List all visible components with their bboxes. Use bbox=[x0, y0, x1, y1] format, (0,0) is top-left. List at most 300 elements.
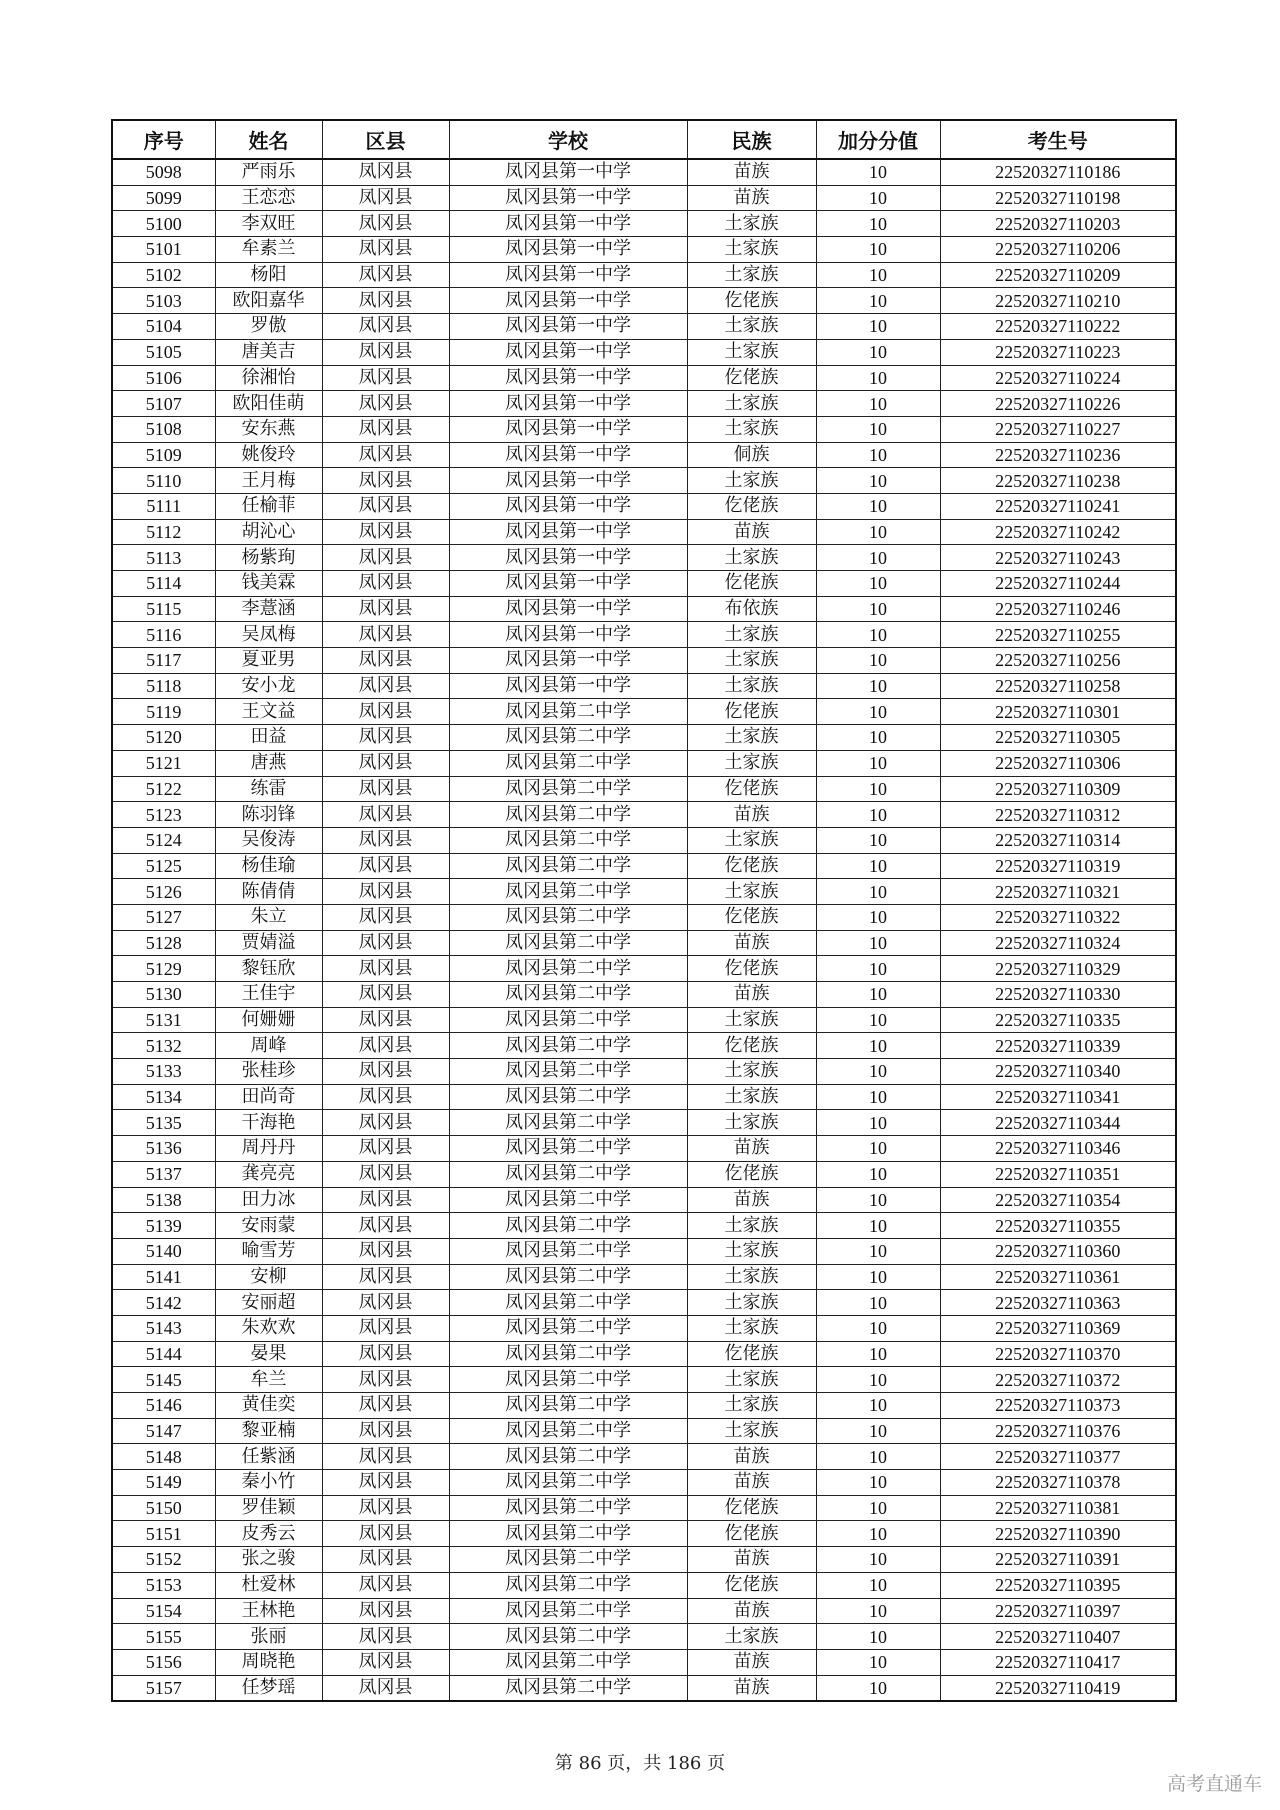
name-cell: 周峰 bbox=[215, 1033, 322, 1059]
exam-id-cell: 22520327110391 bbox=[940, 1547, 1176, 1573]
school-cell: 凤冈县第一中学 bbox=[449, 185, 687, 211]
exam-id-cell: 22520327110236 bbox=[940, 442, 1176, 468]
school-cell: 凤冈县第二中学 bbox=[449, 1290, 687, 1316]
county-cell: 凤冈县 bbox=[322, 159, 449, 185]
points-cell: 10 bbox=[816, 1264, 940, 1290]
name-cell: 田尚奇 bbox=[215, 1084, 322, 1110]
seq-cell: 5104 bbox=[112, 314, 215, 340]
school-cell: 凤冈县第一中学 bbox=[449, 391, 687, 417]
school-cell: 凤冈县第二中学 bbox=[449, 1393, 687, 1419]
county-cell: 凤冈县 bbox=[322, 1264, 449, 1290]
exam-id-cell: 22520327110369 bbox=[940, 1315, 1176, 1341]
points-cell: 10 bbox=[816, 1187, 940, 1213]
header-name: 姓名 bbox=[215, 120, 322, 159]
seq-cell: 5108 bbox=[112, 416, 215, 442]
school-cell: 凤冈县第二中学 bbox=[449, 1495, 687, 1521]
seq-cell: 5125 bbox=[112, 853, 215, 879]
header-school: 学校 bbox=[449, 120, 687, 159]
county-cell: 凤冈县 bbox=[322, 648, 449, 674]
county-cell: 凤冈县 bbox=[322, 622, 449, 648]
name-cell: 罗傲 bbox=[215, 314, 322, 340]
county-cell: 凤冈县 bbox=[322, 1161, 449, 1187]
ethnicity-cell: 土家族 bbox=[687, 416, 816, 442]
seq-cell: 5124 bbox=[112, 827, 215, 853]
seq-cell: 5100 bbox=[112, 211, 215, 237]
table-body bbox=[112, 159, 1176, 1701]
county-cell: 凤冈县 bbox=[322, 211, 449, 237]
table-row bbox=[112, 493, 1176, 519]
seq-cell: 5106 bbox=[112, 365, 215, 391]
table-row bbox=[112, 468, 1176, 494]
school-cell: 凤冈县第二中学 bbox=[449, 1084, 687, 1110]
exam-id-cell: 22520327110390 bbox=[940, 1521, 1176, 1547]
name-cell: 晏果 bbox=[215, 1341, 322, 1367]
points-cell: 10 bbox=[816, 545, 940, 571]
school-cell: 凤冈县第二中学 bbox=[449, 1187, 687, 1213]
table-row bbox=[112, 1393, 1176, 1419]
school-cell: 凤冈县第二中学 bbox=[449, 1470, 687, 1496]
points-cell: 10 bbox=[816, 982, 940, 1008]
ethnicity-cell: 土家族 bbox=[687, 750, 816, 776]
school-cell: 凤冈县第二中学 bbox=[449, 956, 687, 982]
exam-id-cell: 22520327110301 bbox=[940, 699, 1176, 725]
county-cell: 凤冈县 bbox=[322, 1290, 449, 1316]
exam-id-cell: 22520327110209 bbox=[940, 262, 1176, 288]
school-cell: 凤冈县第一中学 bbox=[449, 365, 687, 391]
school-cell: 凤冈县第二中学 bbox=[449, 904, 687, 930]
points-cell: 10 bbox=[816, 1136, 940, 1162]
name-cell: 任榆菲 bbox=[215, 493, 322, 519]
name-cell: 任紫涵 bbox=[215, 1444, 322, 1470]
name-cell: 李薏涵 bbox=[215, 596, 322, 622]
seq-cell: 5109 bbox=[112, 442, 215, 468]
table-row bbox=[112, 571, 1176, 597]
seq-cell: 5114 bbox=[112, 571, 215, 597]
table-row bbox=[112, 725, 1176, 751]
county-cell: 凤冈县 bbox=[322, 468, 449, 494]
points-cell: 10 bbox=[816, 725, 940, 751]
seq-cell: 5116 bbox=[112, 622, 215, 648]
table-row bbox=[112, 1161, 1176, 1187]
seq-cell: 5153 bbox=[112, 1572, 215, 1598]
table-row bbox=[112, 904, 1176, 930]
exam-id-cell: 22520327110246 bbox=[940, 596, 1176, 622]
ethnicity-cell: 土家族 bbox=[687, 725, 816, 751]
table-row bbox=[112, 1495, 1176, 1521]
county-cell: 凤冈县 bbox=[322, 1033, 449, 1059]
points-cell: 10 bbox=[816, 622, 940, 648]
school-cell: 凤冈县第一中学 bbox=[449, 673, 687, 699]
school-cell: 凤冈县第二中学 bbox=[449, 1315, 687, 1341]
seq-cell: 5107 bbox=[112, 391, 215, 417]
seq-cell: 5112 bbox=[112, 519, 215, 545]
table-row bbox=[112, 365, 1176, 391]
points-cell: 10 bbox=[816, 365, 940, 391]
name-cell: 胡沁心 bbox=[215, 519, 322, 545]
exam-id-cell: 22520327110312 bbox=[940, 802, 1176, 828]
county-cell: 凤冈县 bbox=[322, 1675, 449, 1701]
exam-id-cell: 22520327110226 bbox=[940, 391, 1176, 417]
exam-id-cell: 22520327110186 bbox=[940, 159, 1176, 185]
county-cell: 凤冈县 bbox=[322, 571, 449, 597]
ethnicity-cell: 土家族 bbox=[687, 1315, 816, 1341]
ethnicity-cell: 土家族 bbox=[687, 211, 816, 237]
table-row bbox=[112, 1187, 1176, 1213]
points-cell: 10 bbox=[816, 1341, 940, 1367]
table-row bbox=[112, 391, 1176, 417]
county-cell: 凤冈县 bbox=[322, 776, 449, 802]
points-cell: 10 bbox=[816, 288, 940, 314]
county-cell: 凤冈县 bbox=[322, 1136, 449, 1162]
exam-id-cell: 22520327110222 bbox=[940, 314, 1176, 340]
table-row bbox=[112, 1649, 1176, 1675]
name-cell: 严雨乐 bbox=[215, 159, 322, 185]
county-cell: 凤冈县 bbox=[322, 1110, 449, 1136]
name-cell: 朱欢欢 bbox=[215, 1315, 322, 1341]
exam-id-cell: 22520327110355 bbox=[940, 1213, 1176, 1239]
table-row bbox=[112, 622, 1176, 648]
name-cell: 杨紫珣 bbox=[215, 545, 322, 571]
ethnicity-cell: 土家族 bbox=[687, 827, 816, 853]
seq-cell: 5102 bbox=[112, 262, 215, 288]
table-row bbox=[112, 1136, 1176, 1162]
ethnicity-cell: 仡佬族 bbox=[687, 1033, 816, 1059]
county-cell: 凤冈县 bbox=[322, 930, 449, 956]
school-cell: 凤冈县第二中学 bbox=[449, 699, 687, 725]
ethnicity-cell: 土家族 bbox=[687, 468, 816, 494]
name-cell: 吴凤梅 bbox=[215, 622, 322, 648]
ethnicity-cell: 土家族 bbox=[687, 1084, 816, 1110]
ethnicity-cell: 仡佬族 bbox=[687, 571, 816, 597]
ethnicity-cell: 苗族 bbox=[687, 802, 816, 828]
county-cell: 凤冈县 bbox=[322, 1470, 449, 1496]
school-cell: 凤冈县第二中学 bbox=[449, 750, 687, 776]
exam-id-cell: 22520327110372 bbox=[940, 1367, 1176, 1393]
name-cell: 欧阳佳萌 bbox=[215, 391, 322, 417]
school-cell: 凤冈县第一中学 bbox=[449, 571, 687, 597]
table-row bbox=[112, 982, 1176, 1008]
name-cell: 牟兰 bbox=[215, 1367, 322, 1393]
county-cell: 凤冈县 bbox=[322, 493, 449, 519]
ethnicity-cell: 土家族 bbox=[687, 391, 816, 417]
ethnicity-cell: 苗族 bbox=[687, 519, 816, 545]
points-cell: 10 bbox=[816, 314, 940, 340]
table-row bbox=[112, 237, 1176, 263]
points-cell: 10 bbox=[816, 1547, 940, 1573]
school-cell: 凤冈县第二中学 bbox=[449, 1547, 687, 1573]
points-cell: 10 bbox=[816, 1213, 940, 1239]
ethnicity-cell: 土家族 bbox=[687, 545, 816, 571]
seq-cell: 5155 bbox=[112, 1624, 215, 1650]
school-cell: 凤冈县第二中学 bbox=[449, 930, 687, 956]
name-cell: 陈羽锋 bbox=[215, 802, 322, 828]
name-cell: 黎亚楠 bbox=[215, 1418, 322, 1444]
seq-cell: 5140 bbox=[112, 1238, 215, 1264]
school-cell: 凤冈县第二中学 bbox=[449, 1213, 687, 1239]
name-cell: 练雷 bbox=[215, 776, 322, 802]
ethnicity-cell: 土家族 bbox=[687, 1007, 816, 1033]
school-cell: 凤冈县第二中学 bbox=[449, 1136, 687, 1162]
seq-cell: 5156 bbox=[112, 1649, 215, 1675]
points-cell: 10 bbox=[816, 802, 940, 828]
county-cell: 凤冈县 bbox=[322, 262, 449, 288]
exam-id-cell: 22520327110397 bbox=[940, 1598, 1176, 1624]
exam-id-cell: 22520327110330 bbox=[940, 982, 1176, 1008]
ethnicity-cell: 苗族 bbox=[687, 1470, 816, 1496]
county-cell: 凤冈县 bbox=[322, 1187, 449, 1213]
school-cell: 凤冈县第一中学 bbox=[449, 545, 687, 571]
school-cell: 凤冈县第二中学 bbox=[449, 853, 687, 879]
seq-cell: 5113 bbox=[112, 545, 215, 571]
exam-id-cell: 22520327110306 bbox=[940, 750, 1176, 776]
county-cell: 凤冈县 bbox=[322, 288, 449, 314]
ethnicity-cell: 土家族 bbox=[687, 1238, 816, 1264]
school-cell: 凤冈县第二中学 bbox=[449, 1341, 687, 1367]
county-cell: 凤冈县 bbox=[322, 1393, 449, 1419]
seq-cell: 5098 bbox=[112, 159, 215, 185]
seq-cell: 5134 bbox=[112, 1084, 215, 1110]
county-cell: 凤冈县 bbox=[322, 673, 449, 699]
exam-id-cell: 22520327110256 bbox=[940, 648, 1176, 674]
points-cell: 10 bbox=[816, 1315, 940, 1341]
points-cell: 10 bbox=[816, 1238, 940, 1264]
ethnicity-cell: 苗族 bbox=[687, 930, 816, 956]
table-row bbox=[112, 1521, 1176, 1547]
name-cell: 朱立 bbox=[215, 904, 322, 930]
seq-cell: 5135 bbox=[112, 1110, 215, 1136]
points-cell: 10 bbox=[816, 185, 940, 211]
table-row bbox=[112, 1470, 1176, 1496]
name-cell: 牟素兰 bbox=[215, 237, 322, 263]
points-cell: 10 bbox=[816, 237, 940, 263]
ethnicity-cell: 苗族 bbox=[687, 1444, 816, 1470]
name-cell: 周晓艳 bbox=[215, 1649, 322, 1675]
seq-cell: 5115 bbox=[112, 596, 215, 622]
exam-id-cell: 22520327110324 bbox=[940, 930, 1176, 956]
ethnicity-cell: 仡佬族 bbox=[687, 904, 816, 930]
seq-cell: 5150 bbox=[112, 1495, 215, 1521]
name-cell: 安东燕 bbox=[215, 416, 322, 442]
ethnicity-cell: 土家族 bbox=[687, 1393, 816, 1419]
seq-cell: 5118 bbox=[112, 673, 215, 699]
county-cell: 凤冈县 bbox=[322, 339, 449, 365]
name-cell: 黎钰欣 bbox=[215, 956, 322, 982]
county-cell: 凤冈县 bbox=[322, 545, 449, 571]
name-cell: 喻雪芳 bbox=[215, 1238, 322, 1264]
exam-id-cell: 22520327110395 bbox=[940, 1572, 1176, 1598]
exam-id-cell: 22520327110243 bbox=[940, 545, 1176, 571]
ethnicity-cell: 土家族 bbox=[687, 1059, 816, 1085]
table-row bbox=[112, 930, 1176, 956]
school-cell: 凤冈县第一中学 bbox=[449, 648, 687, 674]
seq-cell: 5103 bbox=[112, 288, 215, 314]
county-cell: 凤冈县 bbox=[322, 1341, 449, 1367]
school-cell: 凤冈县第二中学 bbox=[449, 1033, 687, 1059]
name-cell: 姚俊玲 bbox=[215, 442, 322, 468]
exam-id-cell: 22520327110227 bbox=[940, 416, 1176, 442]
name-cell: 任梦瑶 bbox=[215, 1675, 322, 1701]
table-row bbox=[112, 314, 1176, 340]
name-cell: 杨阳 bbox=[215, 262, 322, 288]
points-cell: 10 bbox=[816, 1444, 940, 1470]
school-cell: 凤冈县第二中学 bbox=[449, 1521, 687, 1547]
points-cell: 10 bbox=[816, 1084, 940, 1110]
school-cell: 凤冈县第二中学 bbox=[449, 1007, 687, 1033]
table-row bbox=[112, 159, 1176, 185]
name-cell: 吴俊涛 bbox=[215, 827, 322, 853]
seq-cell: 5110 bbox=[112, 468, 215, 494]
points-cell: 10 bbox=[816, 1572, 940, 1598]
points-cell: 10 bbox=[816, 1367, 940, 1393]
name-cell: 龚亮亮 bbox=[215, 1161, 322, 1187]
county-cell: 凤冈县 bbox=[322, 314, 449, 340]
points-cell: 10 bbox=[816, 211, 940, 237]
county-cell: 凤冈县 bbox=[322, 416, 449, 442]
seq-cell: 5154 bbox=[112, 1598, 215, 1624]
points-cell: 10 bbox=[816, 1033, 940, 1059]
school-cell: 凤冈县第二中学 bbox=[449, 1572, 687, 1598]
name-cell: 安柳 bbox=[215, 1264, 322, 1290]
table-row bbox=[112, 1110, 1176, 1136]
exam-id-cell: 22520327110381 bbox=[940, 1495, 1176, 1521]
name-cell: 周丹丹 bbox=[215, 1136, 322, 1162]
table-row bbox=[112, 1341, 1176, 1367]
points-cell: 10 bbox=[816, 1393, 940, 1419]
school-cell: 凤冈县第一中学 bbox=[449, 493, 687, 519]
seq-cell: 5130 bbox=[112, 982, 215, 1008]
ethnicity-cell: 土家族 bbox=[687, 339, 816, 365]
table-row bbox=[112, 853, 1176, 879]
name-cell: 欧阳嘉华 bbox=[215, 288, 322, 314]
table-row bbox=[112, 262, 1176, 288]
name-cell: 唐燕 bbox=[215, 750, 322, 776]
school-cell: 凤冈县第一中学 bbox=[449, 339, 687, 365]
points-cell: 10 bbox=[816, 519, 940, 545]
name-cell: 陈倩倩 bbox=[215, 879, 322, 905]
county-cell: 凤冈县 bbox=[322, 596, 449, 622]
ethnicity-cell: 苗族 bbox=[687, 1675, 816, 1701]
table-row bbox=[112, 1444, 1176, 1470]
school-cell: 凤冈县第二中学 bbox=[449, 802, 687, 828]
exam-id-cell: 22520327110373 bbox=[940, 1393, 1176, 1419]
seq-cell: 5121 bbox=[112, 750, 215, 776]
ethnicity-cell: 仡佬族 bbox=[687, 493, 816, 519]
ethnicity-cell: 苗族 bbox=[687, 1598, 816, 1624]
exam-id-cell: 22520327110305 bbox=[940, 725, 1176, 751]
seq-cell: 5146 bbox=[112, 1393, 215, 1419]
county-cell: 凤冈县 bbox=[322, 1495, 449, 1521]
seq-cell: 5151 bbox=[112, 1521, 215, 1547]
ethnicity-cell: 土家族 bbox=[687, 648, 816, 674]
school-cell: 凤冈县第二中学 bbox=[449, 1110, 687, 1136]
exam-id-cell: 22520327110344 bbox=[940, 1110, 1176, 1136]
name-cell: 干海艳 bbox=[215, 1110, 322, 1136]
seq-cell: 5128 bbox=[112, 930, 215, 956]
points-cell: 10 bbox=[816, 442, 940, 468]
school-cell: 凤冈县第一中学 bbox=[449, 211, 687, 237]
table-row bbox=[112, 1059, 1176, 1085]
header-bonus-points: 加分分值 bbox=[816, 120, 940, 159]
exam-id-cell: 22520327110339 bbox=[940, 1033, 1176, 1059]
ethnicity-cell: 苗族 bbox=[687, 1547, 816, 1573]
header-county: 区县 bbox=[322, 120, 449, 159]
points-cell: 10 bbox=[816, 339, 940, 365]
exam-id-cell: 22520327110335 bbox=[940, 1007, 1176, 1033]
table-row bbox=[112, 776, 1176, 802]
school-cell: 凤冈县第二中学 bbox=[449, 879, 687, 905]
name-cell: 安雨蒙 bbox=[215, 1213, 322, 1239]
table-row bbox=[112, 1033, 1176, 1059]
table-row bbox=[112, 648, 1176, 674]
seq-cell: 5122 bbox=[112, 776, 215, 802]
ethnicity-cell: 土家族 bbox=[687, 879, 816, 905]
exam-id-cell: 22520327110407 bbox=[940, 1624, 1176, 1650]
county-cell: 凤冈县 bbox=[322, 1521, 449, 1547]
table-row bbox=[112, 1367, 1176, 1393]
exam-id-cell: 22520327110244 bbox=[940, 571, 1176, 597]
school-cell: 凤冈县第二中学 bbox=[449, 776, 687, 802]
exam-id-cell: 22520327110314 bbox=[940, 827, 1176, 853]
exam-id-cell: 22520327110363 bbox=[940, 1290, 1176, 1316]
name-cell: 王佳宇 bbox=[215, 982, 322, 1008]
seq-cell: 5147 bbox=[112, 1418, 215, 1444]
seq-cell: 5127 bbox=[112, 904, 215, 930]
county-cell: 凤冈县 bbox=[322, 1238, 449, 1264]
county-cell: 凤冈县 bbox=[322, 1418, 449, 1444]
points-cell: 10 bbox=[816, 750, 940, 776]
table-row bbox=[112, 1007, 1176, 1033]
school-cell: 凤冈县第二中学 bbox=[449, 1444, 687, 1470]
school-cell: 凤冈县第一中学 bbox=[449, 288, 687, 314]
exam-id-cell: 22520327110340 bbox=[940, 1059, 1176, 1085]
county-cell: 凤冈县 bbox=[322, 1059, 449, 1085]
exam-id-cell: 22520327110360 bbox=[940, 1238, 1176, 1264]
seq-cell: 5099 bbox=[112, 185, 215, 211]
ethnicity-cell: 仡佬族 bbox=[687, 776, 816, 802]
ethnicity-cell: 仡佬族 bbox=[687, 853, 816, 879]
points-cell: 10 bbox=[816, 1161, 940, 1187]
table-row bbox=[112, 827, 1176, 853]
ethnicity-cell: 土家族 bbox=[687, 1213, 816, 1239]
ethnicity-cell: 土家族 bbox=[687, 314, 816, 340]
name-cell: 杨佳瑜 bbox=[215, 853, 322, 879]
ethnicity-cell: 土家族 bbox=[687, 1367, 816, 1393]
exam-id-cell: 22520327110354 bbox=[940, 1187, 1176, 1213]
name-cell: 王林艳 bbox=[215, 1598, 322, 1624]
exam-id-cell: 22520327110346 bbox=[940, 1136, 1176, 1162]
exam-id-cell: 22520327110376 bbox=[940, 1418, 1176, 1444]
exam-id-cell: 22520327110361 bbox=[940, 1264, 1176, 1290]
ethnicity-cell: 仡佬族 bbox=[687, 365, 816, 391]
points-cell: 10 bbox=[816, 1495, 940, 1521]
exam-id-cell: 22520327110329 bbox=[940, 956, 1176, 982]
seq-cell: 5129 bbox=[112, 956, 215, 982]
county-cell: 凤冈县 bbox=[322, 1315, 449, 1341]
exam-id-cell: 22520327110258 bbox=[940, 673, 1176, 699]
county-cell: 凤冈县 bbox=[322, 904, 449, 930]
points-cell: 10 bbox=[816, 1110, 940, 1136]
ethnicity-cell: 苗族 bbox=[687, 1136, 816, 1162]
name-cell: 安小龙 bbox=[215, 673, 322, 699]
name-cell: 王恋恋 bbox=[215, 185, 322, 211]
name-cell: 王文益 bbox=[215, 699, 322, 725]
ethnicity-cell: 仡佬族 bbox=[687, 1161, 816, 1187]
county-cell: 凤冈县 bbox=[322, 1367, 449, 1393]
table-row bbox=[112, 339, 1176, 365]
exam-id-cell: 22520327110322 bbox=[940, 904, 1176, 930]
points-cell: 10 bbox=[816, 904, 940, 930]
name-cell: 黄佳奕 bbox=[215, 1393, 322, 1419]
